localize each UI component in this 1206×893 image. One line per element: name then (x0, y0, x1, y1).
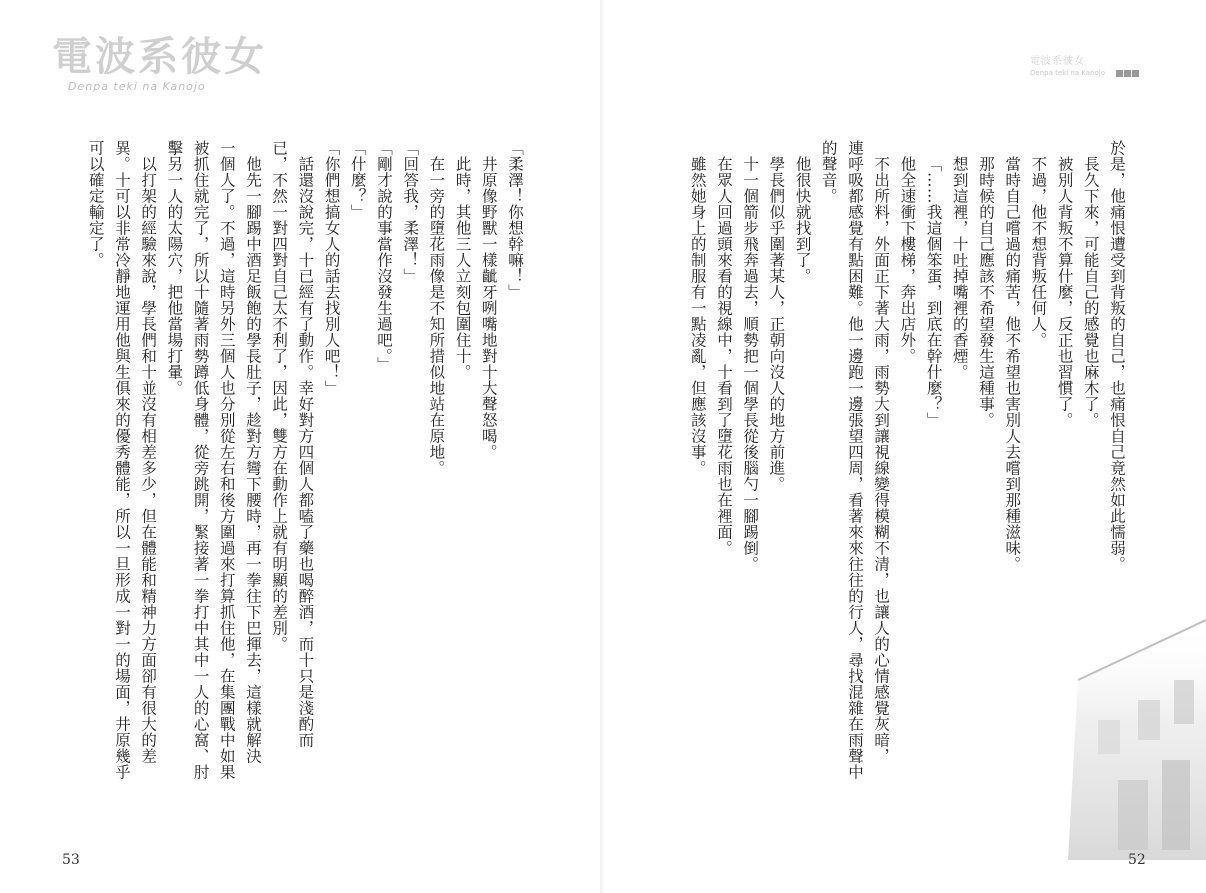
paragraph: 可以確定輸定了。 (86, 140, 105, 268)
paragraph: 長久下來，可能自己的感覺也麻木了。 (1081, 155, 1100, 428)
paragraph: 「回答我，柔澤！」 (401, 140, 420, 284)
paragraph: 被別人背叛不算什麼，反正也習慣了。 (1055, 155, 1074, 428)
paragraph: 那時候的自己應該不希望發生這種事。 (976, 155, 995, 428)
right-header-mark (1030, 52, 1160, 82)
paragraph: 「柔澤！你想幹嘛！」 (506, 140, 524, 300)
paragraph: 話還沒說完，十已經有了動作。幸好對方四個人都嗑了藥也喝醉酒，而十只是淺酌而 (296, 155, 315, 748)
paragraph: 他先一腳踢中酒足飯飽的學長肚子，趁對方彎下腰時，再一拳往下巴揮去，這樣就解決 (243, 155, 262, 764)
paragraph: 井原像野獸一樣齜牙咧嘴地對十大聲怒喝。 (479, 155, 498, 460)
paragraph: 連呼吸都感覺有點困難。他一邊跑一邊張望四周，看著來來往往的行人，尋找混雜在雨聲中 (845, 140, 864, 780)
paragraph: 在眾人回過頭來看的視線中，十看到了墮花雨也在裡面。 (714, 155, 733, 556)
paragraph: 「你們想搞女人的話去找別人吧！」 (322, 140, 341, 396)
paragraph: 想到這裡，十吐掉嘴裡的香煙。 (950, 155, 969, 380)
paragraph: 異。十可以非常冷靜地運用他與生俱來的優秀體能，所以一旦形成一對一的場面，井原幾乎 (112, 140, 131, 780)
paragraph: 於是，他痛恨遭受到背叛的自己，也痛恨自己竟然如此懦弱。 (1108, 140, 1126, 572)
paragraph: 擊另一人的太陽穴，把他當場打暈。 (165, 140, 184, 396)
right-header-title: 電波系彼女 (1030, 56, 1085, 67)
right-header-subtitle: Denpa teki na Kanojo (1030, 69, 1106, 77)
paragraph: 十一個箭步飛奔過去，順勢把一個學長從後腦勺一腳踢倒。 (741, 155, 760, 572)
page-number-right: 52 (1128, 852, 1146, 868)
paragraph: 雖然她身上的制服有一點凌亂，但應該沒事。 (688, 155, 707, 476)
paragraph: 在一旁的墮花雨像是不知所措似地站在原地。 (427, 155, 446, 476)
paragraph: 被抓住就完了，所以十隨著雨勢蹲低身體，從旁跳開，緊接著一拳打中其中一人的心窩、肘 (191, 140, 210, 780)
paragraph: 不出所料，外面正下著大雨，雨勢大到讓視線變得模糊不清，也讓人的心情感覺灰暗， (872, 155, 891, 764)
building-illustration (1058, 600, 1206, 860)
series-logo (52, 34, 292, 100)
paragraph: 學長們似乎圍著某人，正朝向沒人的地方前進。 (767, 155, 786, 492)
logo-title: 電波系彼女 (52, 34, 267, 80)
paragraph: 他很快就找到了。 (793, 155, 812, 284)
paragraph: 「剛才說的事當作沒發生過吧。」 (374, 140, 393, 373)
paragraph: 已，不然一對四對自己太不利了，因此，雙方在動作上就有明顯的差別。 (270, 140, 289, 652)
paragraph: 以打架的經驗來說，學長們和十並沒有相差多少，但在體能和精神力方面卻有很大的差 (139, 155, 158, 764)
header-ornament (1116, 62, 1140, 81)
left-page-text (58, 140, 528, 845)
page-gutter (600, 0, 606, 893)
paragraph: 他全速衝下樓梯，奔出店外。 (898, 155, 917, 364)
paragraph: 的聲音。 (819, 140, 838, 204)
paragraph: 「……我這個笨蛋，到底在幹什麼？」 (924, 155, 943, 428)
paragraph: 此時，其他三人立刻包圍住十。 (453, 155, 472, 380)
paragraph: 不過，他不想背叛任何人。 (1029, 155, 1048, 348)
page-number-left: 53 (62, 852, 80, 868)
logo-subtitle: Denpa teki na Kanojo (68, 80, 206, 93)
paragraph: 一個人了。不過，這時另外三個人也分別從左右和後方圍過來打算抓住他，在集團戰中如果 (217, 140, 236, 780)
paragraph: 當時自己嚐過的痛苦，他不希望也害別人去嚐到那種滋味。 (1003, 155, 1022, 572)
paragraph: 「什麼？」 (348, 140, 367, 220)
